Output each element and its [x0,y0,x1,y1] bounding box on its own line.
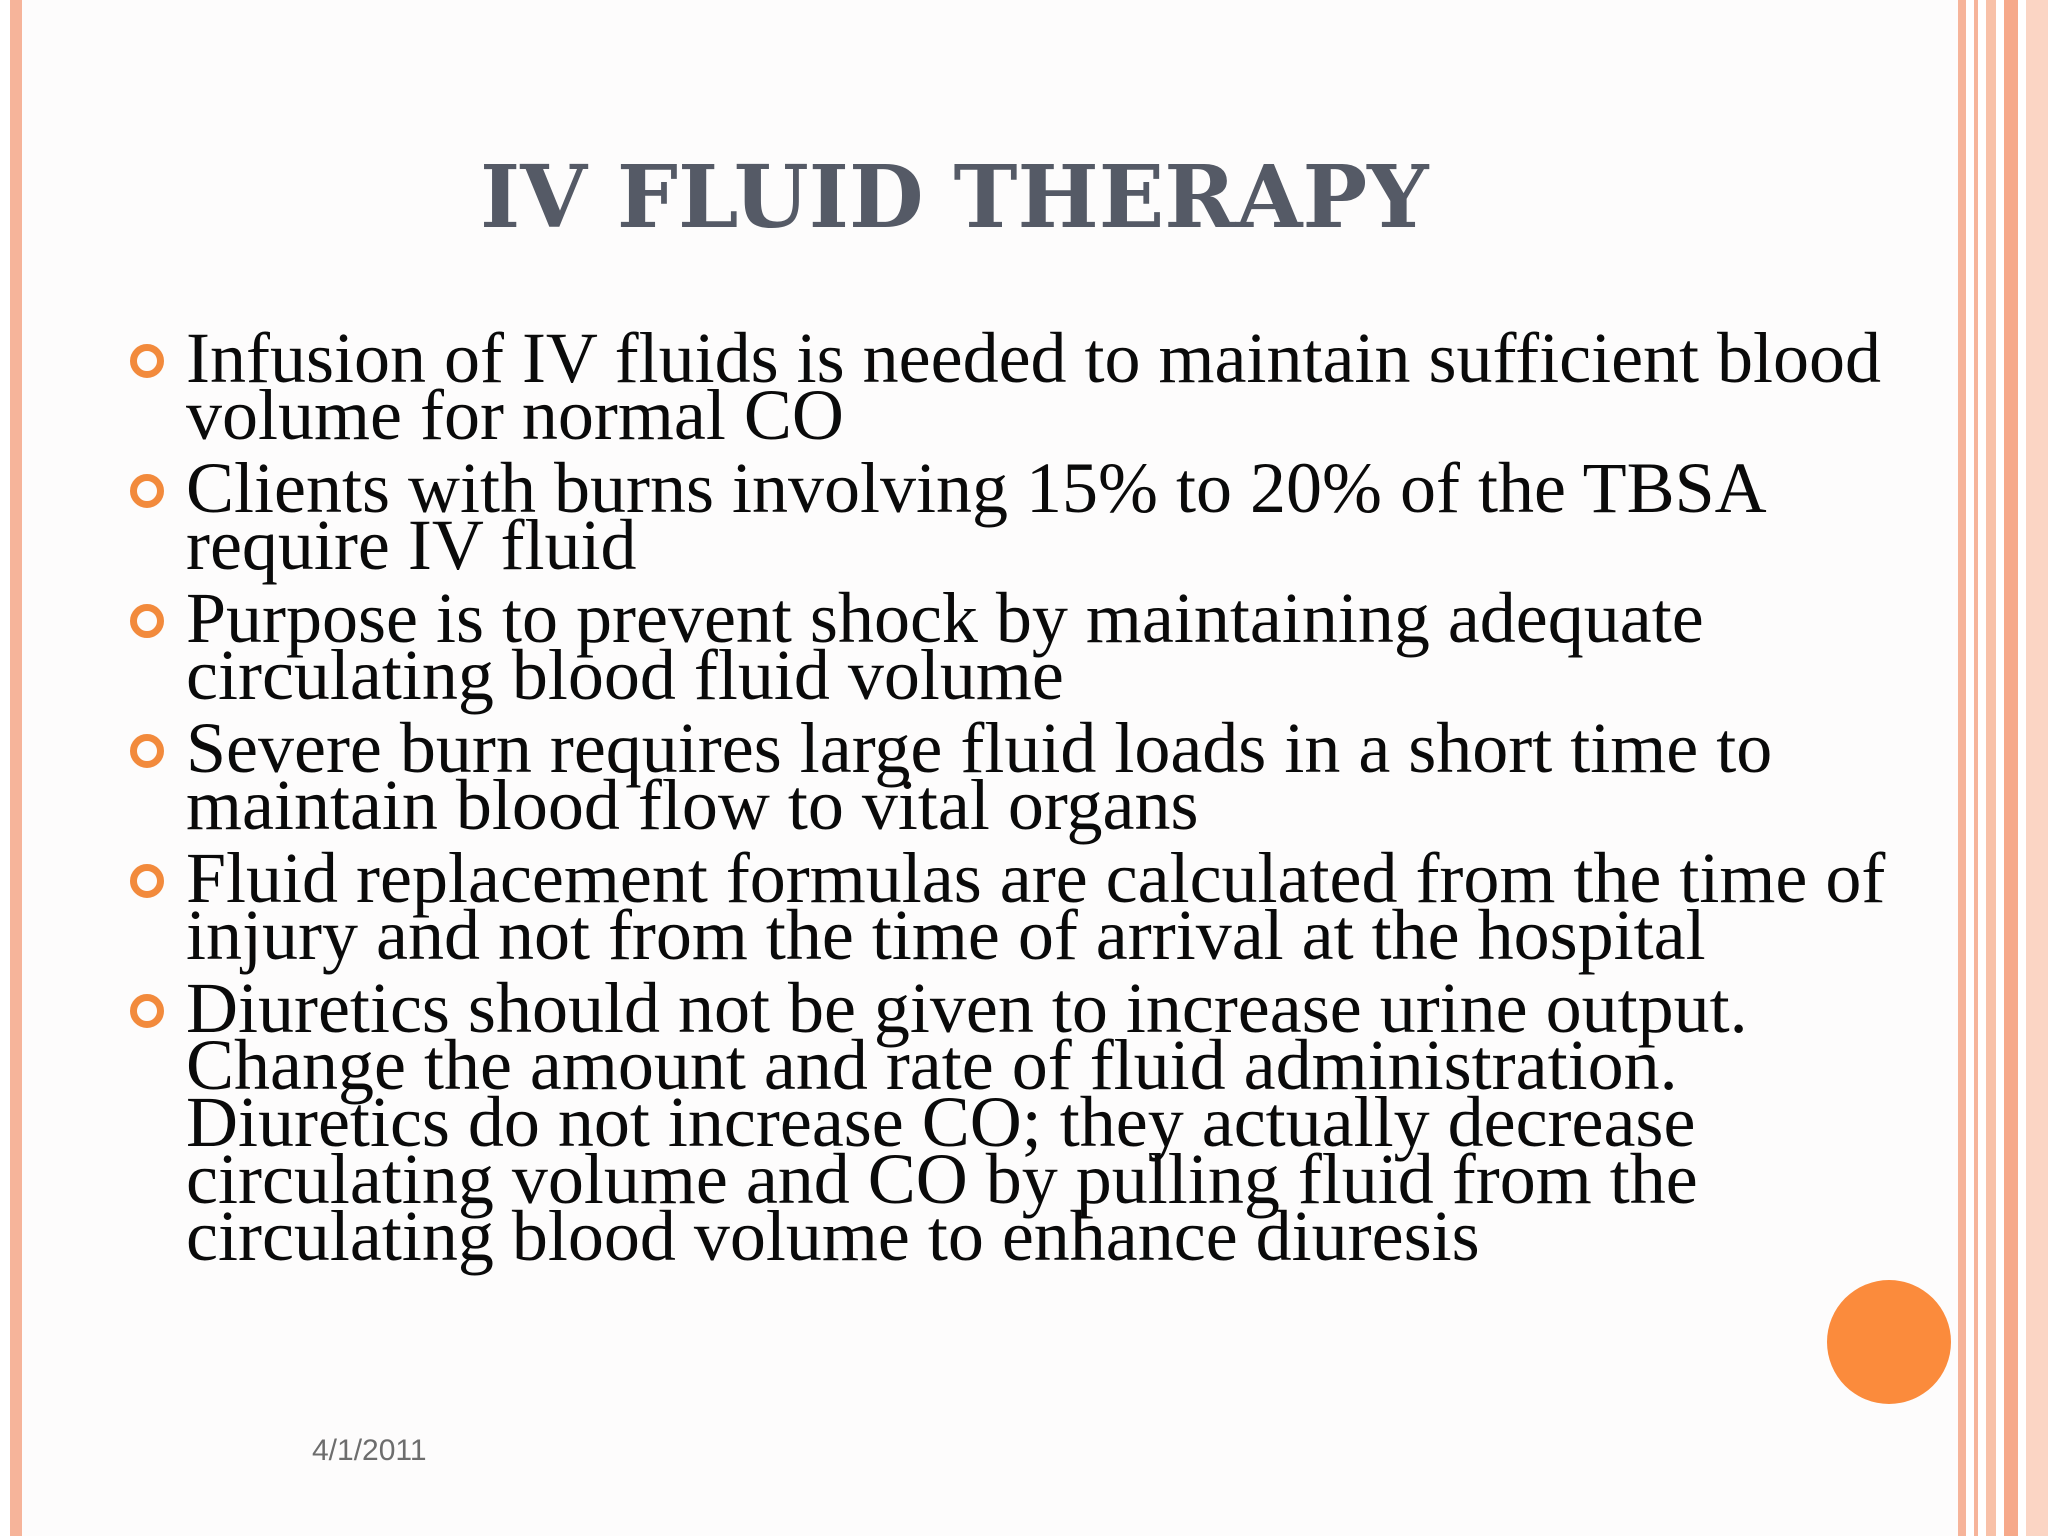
slide-title: IV FLUID THERAPY [480,147,1429,248]
bullet-text: Fluid replacement formulas are calculated from the time of injury and not from the time of arrival at the hospital [186,838,1886,975]
right-border-stripe [1986,0,1996,1536]
hollow-circle-bullet-icon [130,734,164,768]
left-border-stripe [10,0,22,1536]
hollow-circle-bullet-icon [130,864,164,898]
right-border-stripe [2004,0,2018,1536]
bullet-text: Severe burn requires large fluid loads in a short time to maintain blood flow to vital organs [186,708,1773,845]
bullet-item [126,318,1926,455]
bullet-text: Infusion of IV fluids is needed to maintain sufficient blood volume for normal CO [186,318,1882,455]
bullet-text: Purpose is to prevent shock by maintaining adequate circulating blood fluid volume [186,578,1704,715]
bullet-text: Clients with burns involving 15% to 20% of the TBSA require IV fluid [186,448,1763,585]
bullet-item [126,448,1926,585]
bullet-item [126,968,1926,1276]
bullet-text: Diuretics should not be given to increase urine output. Change the amount and rate of fluid administration. Diuretics do not increase CO; they actually decrease circulating volume and CO by pulling fluid from the circulating blood volume to enhance diuresis [186,968,1748,1276]
hollow-circle-bullet-icon [130,474,164,508]
hollow-circle-bullet-icon [130,994,164,1028]
hollow-circle-bullet-icon [130,344,164,378]
footer-date: 4/1/2011 [312,1434,427,1467]
bullet-item [126,708,1926,845]
right-border-stripe [1958,0,1966,1536]
right-border-stripe [2026,0,2048,1536]
orange-circle-decoration [1827,1280,1951,1404]
bullet-item [126,578,1926,715]
bullet-list [126,318,1926,1281]
right-border-stripe [1974,0,1978,1536]
bullet-item [126,838,1926,975]
hollow-circle-bullet-icon [130,604,164,638]
